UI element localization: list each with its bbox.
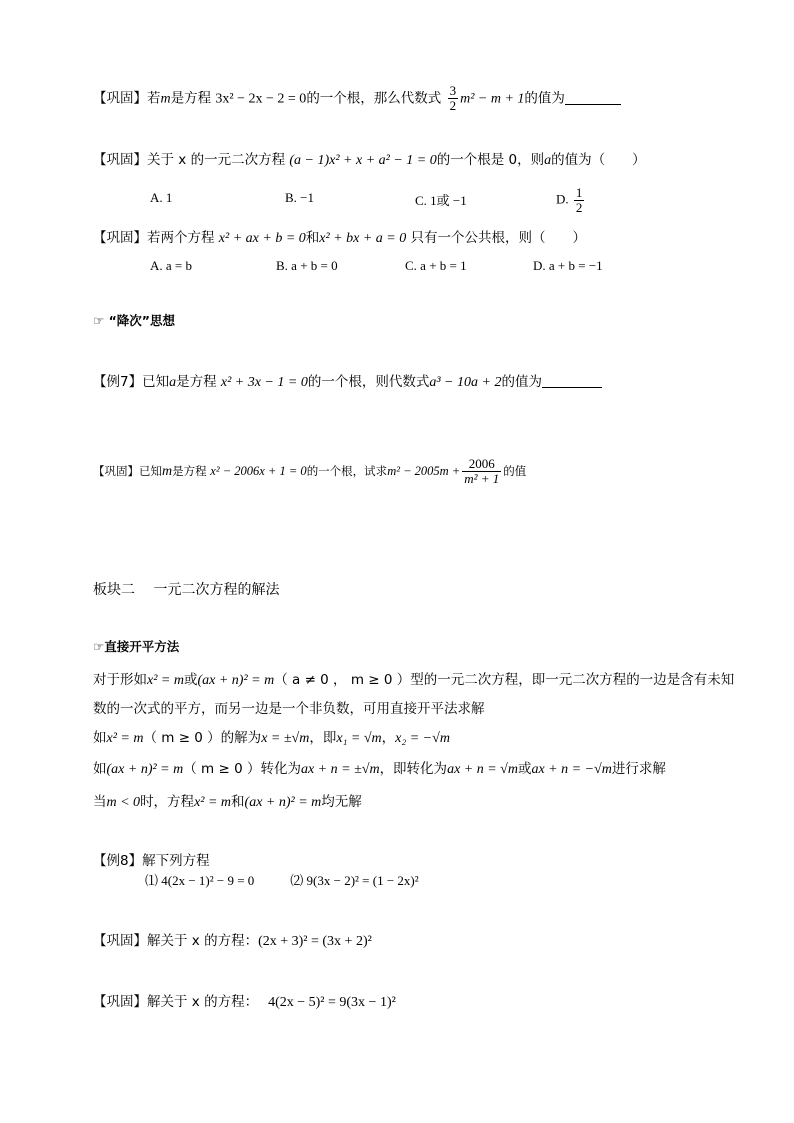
option-a[interactable]: A. a = b	[150, 258, 192, 273]
text: 如	[93, 761, 107, 777]
text: 的值	[503, 464, 527, 478]
equation: (ax + n)² = m	[106, 762, 184, 777]
question-consolidate-6	[93, 992, 396, 1013]
equation: x² = m	[194, 795, 232, 810]
text: 时，方程	[140, 794, 195, 810]
option-c[interactable]: C. 1或 −1	[415, 193, 467, 208]
paragraph-line-4	[93, 759, 666, 780]
option-d[interactable]: D. a + b = −1	[533, 258, 603, 273]
text: 如	[93, 730, 107, 746]
equation: ax + n = √m	[447, 762, 518, 777]
equation: (2x + 3)² = (3x + 2)²	[258, 934, 372, 949]
text: 当	[93, 794, 107, 810]
equation: x² + 3x − 1 = 0	[220, 375, 308, 390]
equation: (ax + n)² = m	[197, 673, 275, 688]
text: 的一个根，试求	[306, 464, 388, 478]
variable: a	[169, 375, 177, 390]
paragraph-line-5	[93, 792, 362, 813]
text: ，即	[309, 730, 337, 746]
text: 已知	[142, 374, 170, 390]
question-tag: 【巩固】	[93, 90, 147, 107]
expression: m² − 2005m +	[387, 464, 461, 478]
question-tag: 【巩固】	[93, 230, 147, 246]
pointing-hand-icon: ☞	[93, 639, 105, 654]
text: 只有一个公共根，则（ ）	[410, 230, 587, 246]
paragraph-line-2: 数的一次式的平方，而另一边是一个非负数，可用直接开平法求解	[93, 701, 485, 717]
text: 进行求解	[611, 761, 666, 777]
text: （ m ≥ 0 ）的解为	[143, 730, 262, 746]
text: （ a ≠ 0 ， m ≥ 0 ）型的一元二次方程，即一元二次方程的一边是含有未知	[274, 672, 735, 688]
text: 已知	[139, 464, 162, 478]
equation: x₂ = −√m	[395, 731, 450, 746]
text: 的值为	[524, 90, 565, 107]
question-consolidate-4	[93, 457, 526, 486]
text: 是方程	[176, 374, 217, 390]
question-tag: 【巩固】	[93, 152, 147, 168]
text: 解下列方程	[142, 853, 210, 869]
option-d-label: D.	[556, 191, 569, 207]
equation: 4(2x − 5)² = 9(3x − 1)²	[268, 995, 396, 1010]
equation: x² + bx + a = 0	[319, 231, 407, 246]
example-8-parts	[145, 871, 419, 891]
text: 的一个根，则代数式	[307, 374, 430, 390]
question-tag: 【巩固】	[93, 994, 147, 1010]
option-d[interactable]	[556, 186, 586, 215]
text: （ m ≥ 0 ）转化为	[183, 761, 301, 777]
text: 解关于 x 的方程：	[147, 994, 259, 1010]
text: 若两个方程	[147, 230, 215, 246]
section-heading-square-root-method	[93, 637, 179, 657]
variable: m	[160, 91, 171, 107]
text: ，即转化为	[379, 761, 448, 777]
paragraph-line-1	[93, 670, 734, 691]
pointing-hand-icon: ☞	[93, 313, 105, 328]
option-c[interactable]: C. a + b = 1	[405, 258, 467, 273]
question-consolidate-5	[93, 931, 372, 952]
equation: x² + ax + b = 0	[218, 231, 306, 246]
fraction: $\frac{2006}{\text{m² + 1}}$	[464, 456, 500, 486]
expression: m² − m + 1	[460, 91, 525, 107]
text: 或	[517, 761, 532, 777]
question-consolidate-3	[93, 228, 586, 249]
equation: (ax + n)² = m	[244, 795, 322, 810]
text: 若	[147, 90, 161, 107]
text: 是方程	[170, 90, 212, 107]
paragraph-line-3	[93, 728, 450, 749]
option-b[interactable]: B. −1	[285, 190, 315, 205]
text: 和	[305, 230, 320, 246]
question-tag: 【巩固】	[93, 933, 147, 949]
equation-part-1: ⑴ 4(2x − 1)² − 9 = 0	[145, 873, 255, 888]
text: ，	[381, 730, 396, 746]
text: 或	[183, 672, 198, 688]
text: 的值为（ ）	[551, 152, 646, 168]
text: 对于形如	[93, 672, 147, 688]
equation: x² = m	[106, 731, 144, 746]
text: 是方程	[172, 464, 207, 478]
equation: x = ±√m	[261, 731, 310, 746]
example-8	[93, 851, 210, 871]
variable: m	[162, 464, 173, 479]
text: 关于 x 的一元二次方程	[147, 152, 286, 168]
block-heading-solving-methods: 板块二 一元二次方程的解法	[93, 582, 280, 598]
text: 解关于 x 的方程：	[147, 933, 259, 949]
equation-part-2: ⑵ 9(3x − 2)² = (1 − 2x)²	[290, 873, 419, 888]
text: 的一个根是 0，则	[436, 152, 545, 168]
equation: x₁ = √m	[336, 731, 382, 746]
text: 的值为	[501, 374, 542, 390]
question-tag: 【巩固】	[93, 464, 139, 478]
equation: ax + n = ±√m	[300, 762, 380, 777]
example-7	[93, 372, 602, 393]
text: 均无解	[321, 794, 362, 810]
answer-blank[interactable]	[565, 90, 621, 105]
equation: x² = m	[147, 673, 184, 688]
section-heading-reduce-degree	[93, 311, 175, 331]
text: 和	[231, 794, 245, 810]
equation: x² − 2006x + 1 = 0	[210, 464, 307, 478]
expression: a³ − 10a + 2	[429, 375, 502, 390]
variable: a	[544, 153, 552, 168]
fraction: $\frac{1}{2}$	[575, 185, 583, 215]
section-title: 直接开平方法	[104, 639, 180, 654]
equation: ax + n = −√m	[531, 762, 612, 777]
example-tag: 【例7】	[93, 374, 143, 390]
example-tag: 【例8】	[93, 853, 143, 869]
question-consolidate-2	[93, 150, 646, 171]
text: 的一个根，那么代数式	[306, 90, 442, 107]
option-a[interactable]: A. 1	[150, 190, 173, 205]
equation: (a − 1)x² + x + a² − 1 = 0	[289, 153, 437, 168]
question-consolidate-1	[93, 84, 621, 113]
option-b[interactable]: B. a + b = 0	[276, 258, 338, 273]
section-title: “降次”思想	[108, 313, 176, 328]
equation: 3x² − 2x − 2 = 0	[215, 91, 307, 107]
condition: m < 0	[106, 795, 141, 810]
answer-blank[interactable]	[542, 373, 602, 388]
fraction: $\frac{3}{2}$	[449, 83, 457, 113]
